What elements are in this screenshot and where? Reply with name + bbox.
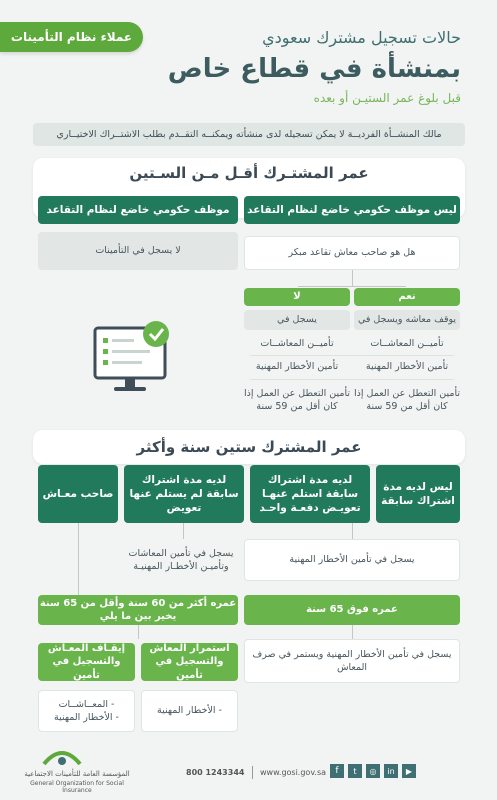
- website: www.gosi.gov.sa: [260, 768, 327, 777]
- option-stop-pension: إيقـاف المعـاش والتسجيل في تأمين: [38, 643, 135, 681]
- early-pension-question: هل هو صاحب معاش تقاعد مبكر: [244, 236, 460, 270]
- no-action: يسجل في: [244, 310, 350, 330]
- stop-item-pension: - المعــاشــات: [58, 698, 115, 710]
- stop-item-occupational: - الأخطار المهنية: [54, 712, 119, 723]
- linkedin-icon[interactable]: in: [384, 764, 398, 778]
- divider: [252, 766, 253, 779]
- youtube-icon[interactable]: ▶: [402, 764, 416, 778]
- gosi-logo: [40, 746, 84, 768]
- continue-pension-items: [141, 690, 238, 732]
- yes-action: يوقف معاشه ويسجل في: [354, 310, 460, 330]
- previous-subscription-not-compensated: لديه مدة اشتراك سابقة لم يستلم عنها تعويض: [124, 465, 244, 523]
- left-result: لا يسجل في التأمينات: [38, 232, 238, 270]
- no-item-pension: تأميــن المعاشــات: [260, 338, 334, 350]
- org-name-arabic: المؤسسة العامة للتأمينات الاجتماعية: [24, 770, 130, 778]
- yes-box: نعم: [354, 288, 460, 306]
- title-line-2: بمنشأة في قطاع خاص: [167, 54, 461, 84]
- owner-note: مالك المنشــأة الفرديــة لا يمكن تسجيله لدى منشأته ويمكنــه التقــدم بطلب الاشتــراك الاختيــاري: [33, 123, 465, 146]
- yes-item-occupational: تأمين الأخطار المهنية: [365, 361, 449, 373]
- government-box: موظف حكومي خاضع لنظام التقاعد: [38, 196, 238, 224]
- register-pension-occupational-result: يسجل في تأمين المعاشات وتأميـن الأخطـار المهنيـة: [128, 547, 234, 572]
- not-government-box: ليس موظف حكومي خاضع لنظام التقاعد: [244, 196, 460, 224]
- over-65-result: يسجل في تأمين الأخطار المهنية ويستمر في صرف المعاش: [244, 639, 460, 683]
- instagram-icon[interactable]: ◎: [366, 764, 380, 778]
- continue-item-occupational: - الأخطار المهنية: [157, 705, 222, 717]
- pension-holder: صاحب معـاش: [38, 465, 118, 523]
- under-60-title: عمر المشتـرك أقـل مـن السـتين: [129, 164, 369, 182]
- yes-item-pension: تأميــن المعاشــات: [370, 338, 444, 350]
- register-occupational-result: يسجل في تأمين الأخطار المهنية: [244, 539, 460, 581]
- over-60-title: عمر المشترك ستين سنة وأكثر: [136, 438, 362, 456]
- phone-number: 800 1243344: [186, 768, 245, 777]
- title-line-1: حالات تسجيل مشترك سعودي: [262, 28, 461, 47]
- previous-subscription-compensated: لديه مدة اشتراك سابقة استلم عنهـا تعويـض دفعـة واحـد: [250, 465, 370, 523]
- option-continue-pension: استمرار المعاش والتسجيل في تأمين: [141, 643, 238, 681]
- no-previous-subscription: ليس لديه مدة اشتراك سابقة: [376, 465, 460, 523]
- facebook-icon[interactable]: f: [330, 764, 344, 778]
- no-item-occupational: تأمين الأخطار المهنية: [255, 361, 339, 373]
- stop-pension-items: [38, 690, 135, 732]
- yes-item-unemployment: تأمين التعطل عن العمل إذا كان أقل من 59 سنة: [354, 387, 460, 412]
- monitor-checklist-icon: [90, 318, 180, 398]
- social-icons: [330, 764, 416, 778]
- category-tag: عملاء نظام التأمينات: [0, 22, 143, 52]
- subtitle: قبل بلوغ عمر الستيـن أو بعده: [313, 91, 461, 105]
- org-name-english: General Organization for Social Insurance: [30, 780, 124, 794]
- age-60-to-65: عمره أكثر من 60 سنة وأقل من 65 سنة يخير بين ما يلي: [38, 595, 238, 625]
- no-box: لا: [244, 288, 350, 306]
- twitter-icon[interactable]: t: [348, 764, 362, 778]
- no-item-unemployment: تأمين التعطل عن العمل إذا كان أقل من 59 سنة: [244, 387, 350, 412]
- age-over-65: عمره فوق 65 سنة: [244, 595, 460, 625]
